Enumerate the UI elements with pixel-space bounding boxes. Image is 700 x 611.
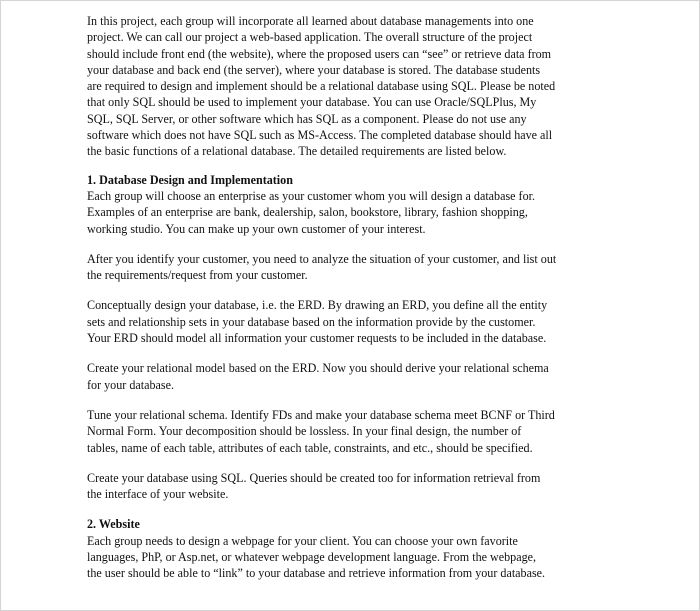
text-line: that only SQL should be used to implement your database. You can use Oracle/SQLPlus, My <box>87 95 537 110</box>
paragraph-create-database <box>87 470 619 503</box>
text-line: your database and back end (the server), where your database is stored. The database students <box>87 62 541 77</box>
text-line: sets and relationship sets in your database based on the information provide by the customer. <box>87 314 536 329</box>
text-line: Examples of an enterprise are bank, dealership, salon, bookstore, library, fashion shopping, <box>87 205 528 220</box>
paragraph-erd-design <box>87 297 619 346</box>
section-database-design <box>87 172 619 503</box>
text-line: the basic functions of a relational database. The detailed requirements are listed below. <box>87 144 507 159</box>
text-line: are required to design and implement should be a relational database using SQL. Please be noted <box>87 79 556 94</box>
section-website <box>87 516 619 581</box>
text-line: Each group will choose an enterprise as your customer whom you will design a database for. <box>87 188 536 203</box>
text-line: the user should be able to “link” to your database and retrieve information from your database. <box>87 566 546 581</box>
text-line: should include front end (the website), where the proposed users can “see” or retrieve data from <box>87 46 552 61</box>
text-line: Your ERD should model all information your customer requests to be included in the database. <box>87 331 547 346</box>
text-line: languages, PhP, or Asp.net, or whatever webpage development language. From the webpage, <box>87 550 537 565</box>
text-line: tables, name of each table, attributes of each table, constraints, and etc., should be specified. <box>87 440 533 455</box>
paragraph-relational-model <box>87 360 619 393</box>
text-line: Normal Form. Your decomposition should be lossless. In your final design, the number of <box>87 424 522 439</box>
paragraph-design-webpage <box>87 533 619 582</box>
paragraph-analyze-requirements <box>87 251 619 284</box>
text-line: Conceptually design your database, i.e. the ERD. By drawing an ERD, you define all the entity <box>87 298 548 313</box>
section-heading: 2. Website <box>87 517 140 532</box>
text-line: the requirements/request from your customer. <box>87 268 308 283</box>
paragraph-choose-enterprise <box>87 188 619 237</box>
text-line: In this project, each group will incorporate all learned about database managements into one <box>87 14 534 28</box>
text-line: Create your database using SQL. Queries should be created too for information retrieval from <box>87 470 541 485</box>
paragraph-tune-schema <box>87 407 619 456</box>
section-heading: 1. Database Design and Implementation <box>87 172 293 187</box>
intro-paragraph <box>87 13 619 160</box>
text-line: project. We can call our project a web-based application. The overall structure of the project <box>87 30 533 45</box>
text-line: the interface of your website. <box>87 487 229 502</box>
text-line: Create your relational model based on the ERD. Now you should derive your relational schema <box>87 361 549 376</box>
text-line: software which does not have SQL such as MS-Access. The completed database should have all <box>87 128 553 143</box>
text-line: SQL, SQL Server, or other software which has SQL as a component. Please do not use any <box>87 111 527 126</box>
text-line: After you identify your customer, you need to analyze the situation of your customer, and list out <box>87 251 557 266</box>
document-body <box>87 13 619 582</box>
text-line: working studio. You can make up your own customer of your interest. <box>87 221 426 236</box>
text-line: Each group needs to design a webpage for your client. You can choose your own favorite <box>87 533 518 548</box>
text-line: for your database. <box>87 377 174 392</box>
text-line: Tune your relational schema. Identify FDs and make your database schema meet BCNF or Third <box>87 407 555 422</box>
